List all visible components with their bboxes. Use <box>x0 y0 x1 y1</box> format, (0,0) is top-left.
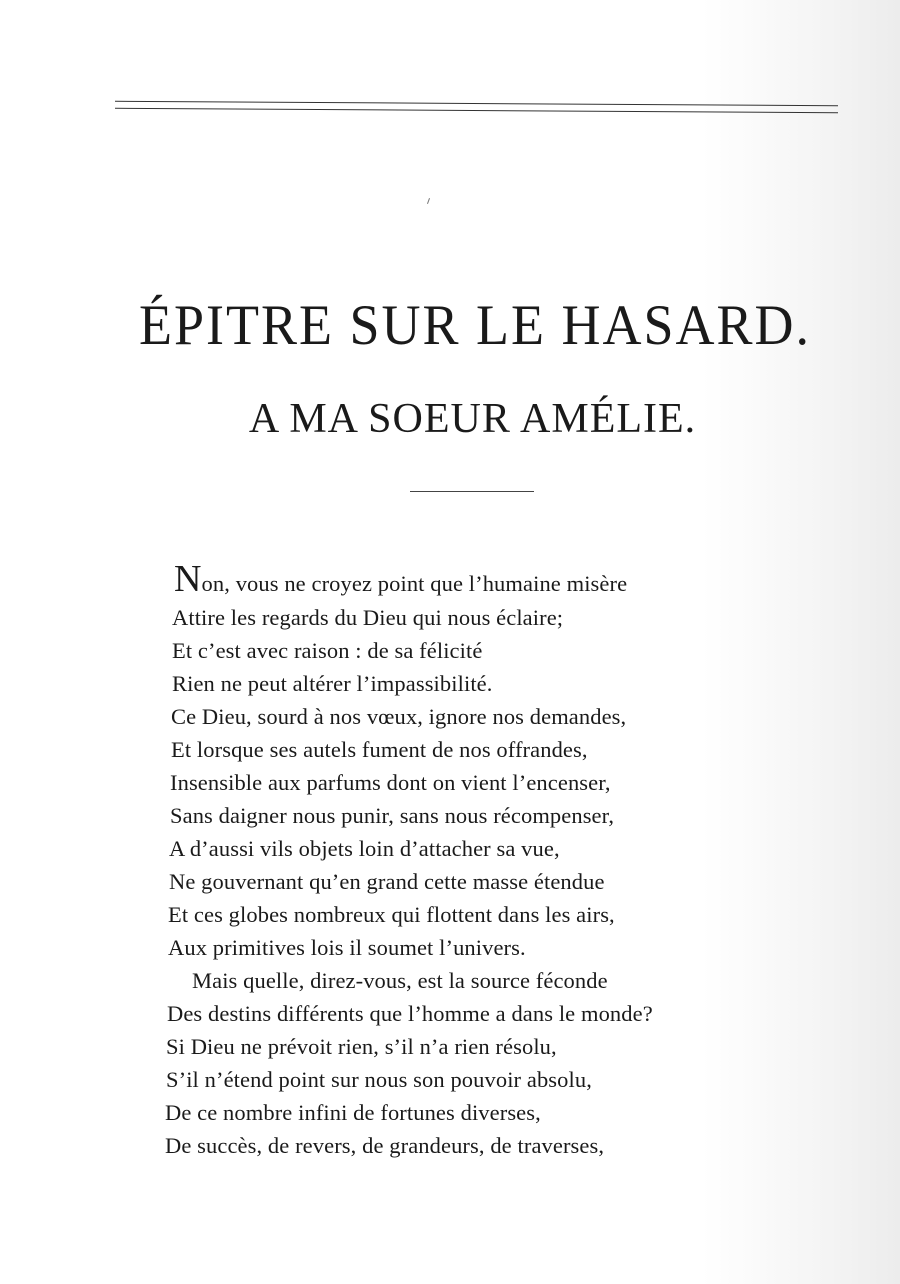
verse-line: Attire les regards du Dieu qui nous éclaire; <box>172 605 564 630</box>
section-divider <box>410 491 534 492</box>
verse-line: Ce Dieu, sourd à nos vœux, ignore nos demandes, <box>171 704 627 729</box>
verse-line: Rien ne peut altérer l’impassibilité. <box>172 671 493 696</box>
verse-line: Et c’est avec raison : de sa félicité <box>172 638 483 663</box>
poem-dedication: A MA SOEUR AMÉLIE. <box>248 396 697 442</box>
verse-line: De succès, de revers, de grandeurs, de traverses, <box>165 1133 605 1158</box>
paper-speck <box>427 198 430 204</box>
verse-line: De ce nombre infini de fortunes diverses, <box>165 1100 541 1125</box>
verse-line: Et ces globes nombreux qui flottent dans les airs, <box>168 902 615 927</box>
drop-cap: N <box>174 558 202 600</box>
verse-line: Insensible aux parfums dont on vient l’encenser, <box>170 770 611 795</box>
verse-line: Sans daigner nous punir, sans nous récompenser, <box>170 803 615 828</box>
verse-line: Mais quelle, direz-vous, est la source féconde <box>192 968 608 993</box>
verse-line: Aux primitives lois il soumet l’univers. <box>168 935 526 960</box>
verse-line: Et lorsque ses autels fument de nos offrandes, <box>171 737 588 762</box>
verse-line: Des destins différents que l’homme a dans le monde? <box>167 1001 653 1026</box>
poem-title: ÉPITRE SUR LE HASARD. <box>138 293 812 357</box>
verse-line: Ne gouvernant qu’en grand cette masse étendue <box>169 869 605 894</box>
verse-line: S’il n’étend point sur nous son pouvoir absolu, <box>166 1067 592 1092</box>
header-double-rule <box>115 101 838 113</box>
verse-line: Non, vous ne croyez point que l’humaine misère <box>174 558 628 600</box>
verse-line: A d’aussi vils objets loin d’attacher sa vue, <box>169 836 560 861</box>
verse-line: Si Dieu ne prévoit rien, s’il n’a rien résolu, <box>166 1034 557 1059</box>
